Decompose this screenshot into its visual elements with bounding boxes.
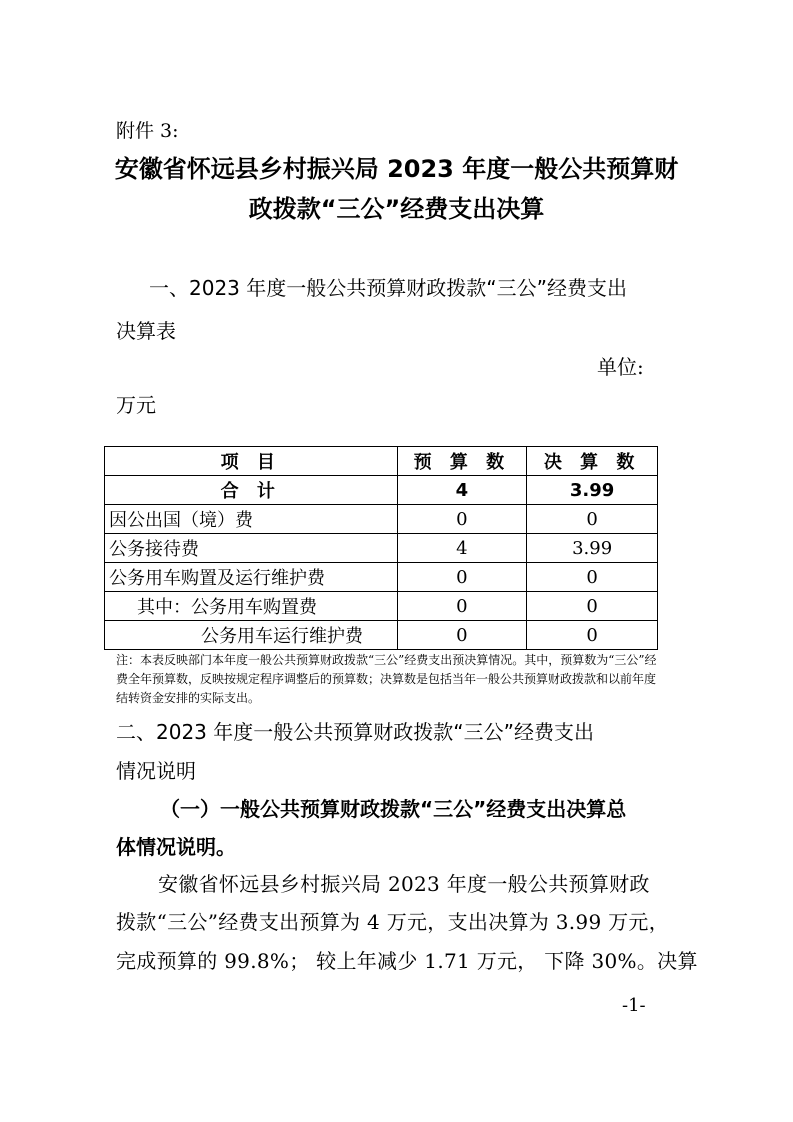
table-total-row [105,476,658,505]
attachment-label: 附件 3: [116,120,179,142]
table-row [105,592,658,621]
row-final: 0 [527,621,658,650]
section-1-heading: 一、2023 年度一般公共预算财政拨款“三公”经费支出 [149,276,627,300]
row-budget: 0 [397,592,527,621]
row-final: 0 [527,592,658,621]
row-final: 3.99 [527,534,658,563]
row-budget: 4 [397,534,527,563]
body-paragraph-line-3: 完成预算的 99.8%； 较上年减少 1.71 万元， 下降 30%。决算 [116,949,698,973]
row-final: 0 [527,505,658,534]
table-row [105,621,658,650]
subsection-1-heading: （一）一般公共预算财政拨款“三公”经费支出决算总 [160,797,627,821]
total-label: 合 计 [105,476,398,505]
table-row [105,534,658,563]
row-label: 其中：公务用车购置费 [105,592,398,621]
body-paragraph-line-2: 拨款“三公”经费支出预算为 4 万元，支出决算为 3.99 万元， [116,910,670,934]
unit-label: 单位: [597,355,644,379]
row-budget: 0 [397,563,527,592]
total-budget: 4 [397,476,527,505]
table-header-row [105,447,658,476]
body-paragraph-line-1: 安徽省怀远县乡村振兴局 2023 年度一般公共预算财政 [158,872,650,896]
table-row [105,563,658,592]
document-title-line-2: 政拨款“三公”经费支出决算 [248,195,545,223]
header-budget: 预 算 数 [397,447,527,476]
row-budget: 0 [397,621,527,650]
unit-value: 万元 [116,393,156,417]
row-label: 公务用车运行维护费 [105,621,398,650]
table-row [105,505,658,534]
total-final: 3.99 [527,476,658,505]
header-item: 项 目 [105,447,398,476]
row-label: 公务用车购置及运行维护费 [105,563,398,592]
row-final: 0 [527,563,658,592]
row-budget: 0 [397,505,527,534]
three-public-expenses-table [104,446,658,650]
row-label: 公务接待费 [105,534,398,563]
page-number: -1- [622,995,646,1016]
section-2-heading-cont: 情况说明 [116,759,196,783]
header-final: 决 算 数 [527,447,658,476]
section-1-heading-cont: 决算表 [116,319,176,343]
subsection-1-heading-cont: 体情况说明。 [116,835,236,859]
section-2-heading: 二、2023 年度一般公共预算财政拨款“三公”经费支出 [116,720,594,744]
row-label: 因公出国（境）费 [105,505,398,534]
document-title-line-1: 安徽省怀远县乡村振兴局 2023 年度一般公共预算财 [114,155,679,183]
table-note: 注：本表反映部门本年度一般公共预算财政拨款“三公”经费支出预决算情况。其中，预算数为“三公”经费全年预算数，反映按规定程序调整后的预算数；决算数是包括当年一般公共预算财政拨款和以前年度结转资金安排的实际支出。 [116,653,657,705]
